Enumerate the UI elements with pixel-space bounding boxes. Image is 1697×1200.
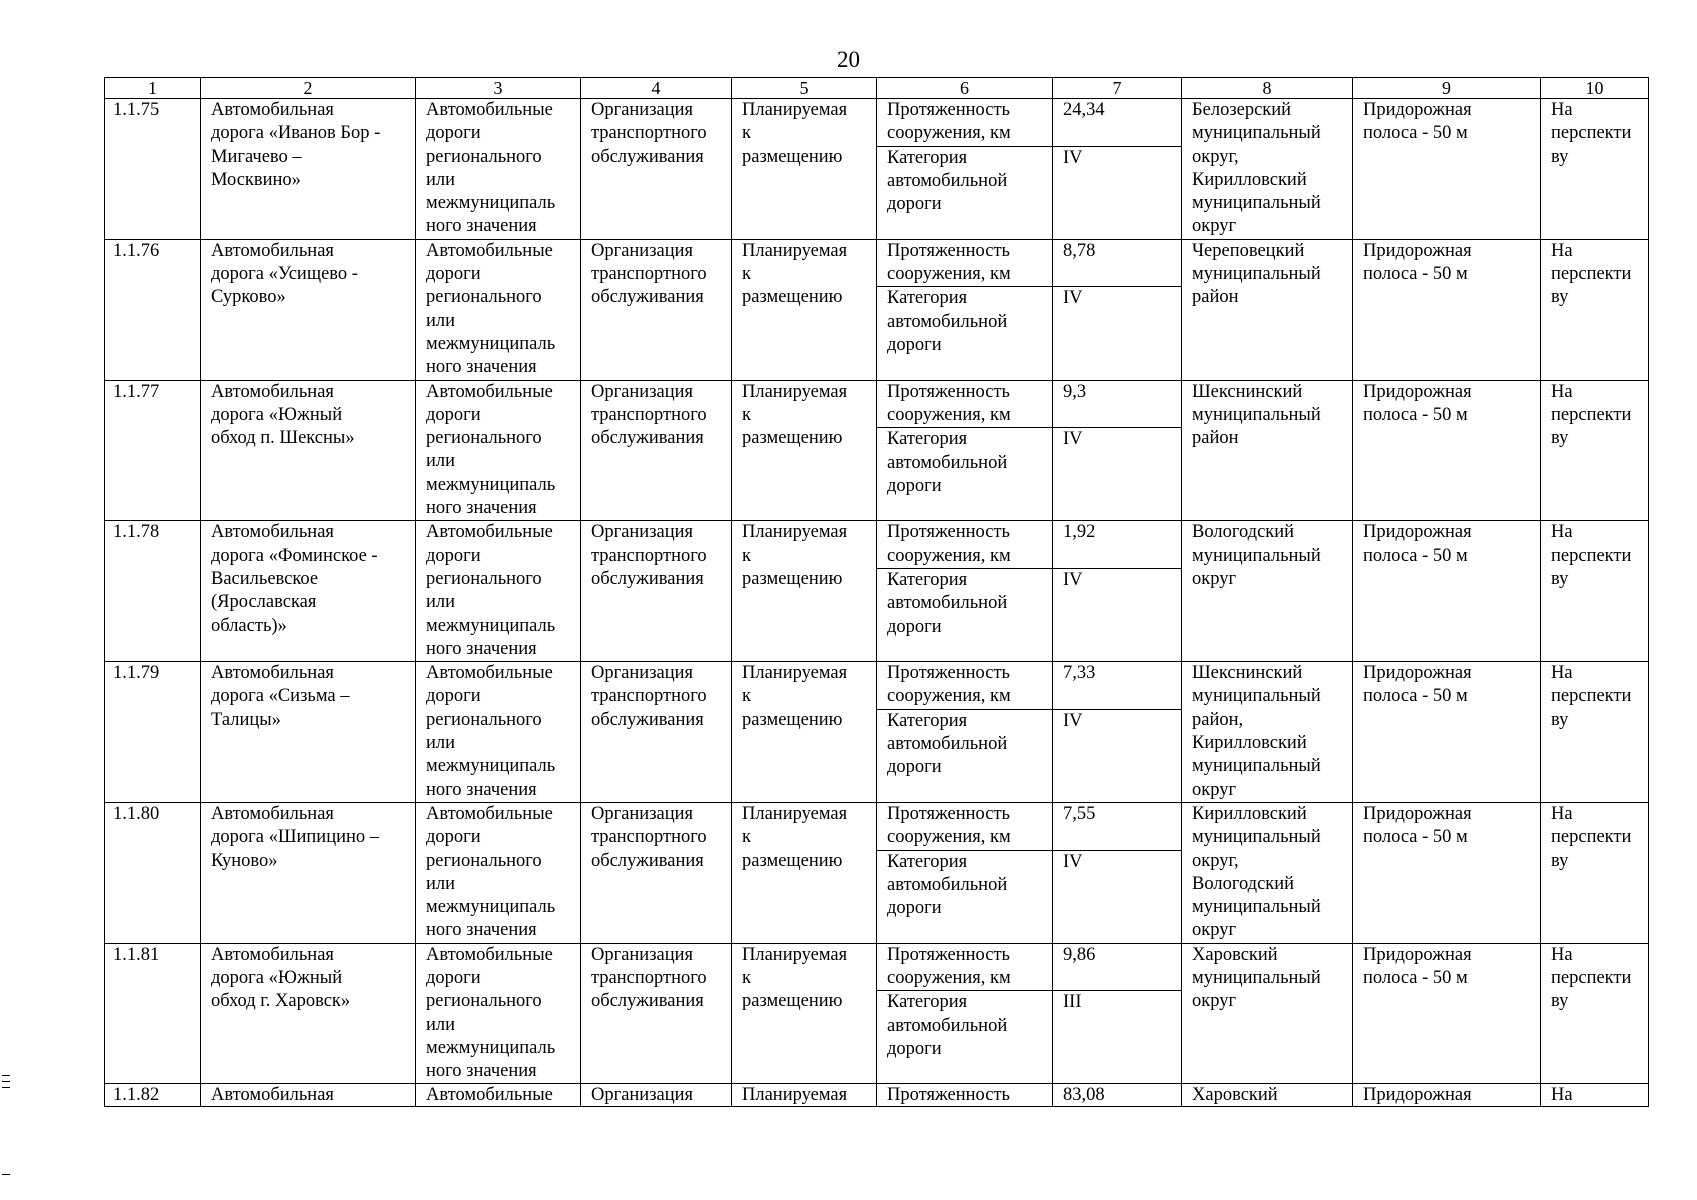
parameter-length-value xyxy=(1053,380,1182,428)
parameter-category-label-text: Категория автомобильной дороги xyxy=(887,710,1008,778)
object-location xyxy=(1182,380,1353,521)
object-name-text: Автомобильная дорога «Фоминское - Васильевское (Ярославская область)» xyxy=(211,522,378,636)
object-status-text: Планируемая к размещению xyxy=(742,100,848,167)
item-number xyxy=(105,380,201,521)
object-term-text: На перспекти ву xyxy=(1551,100,1632,167)
object-status xyxy=(732,662,877,803)
item-number-text: 1.1.82 xyxy=(113,1085,160,1106)
parameter-category-label-text: Категория автомобильной дороги xyxy=(887,570,1008,637)
object-status-text: Планируемая к размещению xyxy=(742,381,848,449)
object-name xyxy=(201,1084,416,1107)
item-number-text: 1.1.81 xyxy=(113,944,160,965)
parameter-category-label xyxy=(877,709,1053,802)
object-type-text: Автомобильные дороги регионального или межмуниципаль ного значения xyxy=(426,100,556,237)
object-status xyxy=(732,239,877,380)
parameter-length-value-text: 7,55 xyxy=(1063,803,1096,824)
object-term xyxy=(1541,802,1649,943)
object-purpose-text: Организация транспортного обслуживания xyxy=(591,381,707,449)
parameter-category-value-text: IV xyxy=(1063,429,1083,450)
margin-mark xyxy=(2,1081,10,1082)
object-status xyxy=(732,99,877,240)
object-purpose xyxy=(581,943,732,1084)
item-number-text: 1.1.80 xyxy=(113,803,160,824)
object-term xyxy=(1541,943,1649,1084)
parameter-category-label xyxy=(877,428,1053,521)
object-type-text: Автомобильные дороги регионального или межмуниципаль ного значения xyxy=(426,522,556,659)
object-zone xyxy=(1353,99,1541,240)
parameter-length-value-text: 8,78 xyxy=(1063,240,1096,261)
object-zone-text: Придорожная полоса - 50 м xyxy=(1363,803,1472,848)
object-type-text: Автомобильные дороги регионального или межмуниципаль ного значения xyxy=(426,803,556,941)
object-term-text: На перспекти ву xyxy=(1551,803,1632,871)
parameter-category-value xyxy=(1053,569,1182,662)
column-number: 5 xyxy=(732,78,877,99)
column-number: 10 xyxy=(1541,78,1649,99)
parameter-length-label xyxy=(877,1084,1053,1107)
object-purpose xyxy=(581,239,732,380)
object-purpose-text: Организация транспортного обслуживания xyxy=(591,803,707,871)
parameter-length-label-text: Протяженность сооружения, км xyxy=(887,944,1011,988)
object-term xyxy=(1541,662,1649,803)
parameter-category-value-text: IV xyxy=(1063,288,1083,309)
parameter-length-value-text: 83,08 xyxy=(1063,1085,1105,1106)
object-status-text: Планируемая к размещению xyxy=(742,240,848,308)
parameter-category-label-text: Категория автомобильной дороги xyxy=(887,851,1008,919)
object-purpose-text: Организация транспортного обслуживания xyxy=(591,240,707,308)
margin-mark xyxy=(2,1174,10,1175)
table-row xyxy=(105,662,1649,710)
object-type-text: Автомобильные xyxy=(426,1085,553,1106)
object-type xyxy=(416,380,581,521)
object-zone xyxy=(1353,662,1541,803)
column-number: 7 xyxy=(1053,78,1182,99)
object-status-text: Планируемая xyxy=(742,1085,848,1106)
parameter-length-value xyxy=(1053,943,1182,991)
parameter-category-label xyxy=(877,146,1053,239)
object-status xyxy=(732,521,877,662)
object-name xyxy=(201,99,416,240)
object-type-text: Автомобильные дороги регионального или межмуниципаль ного значения xyxy=(426,381,556,519)
item-number-text: 1.1.75 xyxy=(113,100,160,120)
parameter-length-value xyxy=(1053,521,1182,569)
table-row xyxy=(105,1084,1649,1107)
parameter-length-label xyxy=(877,99,1053,147)
object-term-text: На перспекти ву xyxy=(1551,240,1632,308)
object-name-text: Автомобильная дорога «Сизьма – Талицы» xyxy=(211,663,350,730)
object-term-text: На перспекти ву xyxy=(1551,663,1632,730)
item-number xyxy=(105,239,201,380)
object-zone-text: Придорожная полоса - 50 м xyxy=(1363,522,1472,566)
object-type-text: Автомобильные дороги регионального или межмуниципаль ного значения xyxy=(426,944,556,1082)
object-name xyxy=(201,239,416,380)
parameter-category-value xyxy=(1053,709,1182,802)
object-status-text: Планируемая к размещению xyxy=(742,944,848,1012)
page-number: 20 xyxy=(837,47,860,72)
parameter-length-value xyxy=(1053,1084,1182,1107)
column-number: 6 xyxy=(877,78,1053,99)
object-location xyxy=(1182,943,1353,1084)
parameter-length-label xyxy=(877,521,1053,569)
object-name-text: Автомобильная xyxy=(211,1085,334,1106)
item-number-text: 1.1.79 xyxy=(113,663,160,684)
parameter-category-value-text: IV xyxy=(1063,851,1083,872)
object-zone-text: Придорожная полоса - 50 м xyxy=(1363,240,1472,285)
item-number-text: 1.1.76 xyxy=(113,240,160,261)
object-name xyxy=(201,662,416,803)
object-location-text: Кирилловский муниципальный округ, Вологодский муниципальный округ xyxy=(1192,803,1321,941)
object-term-text: На xyxy=(1551,1085,1573,1106)
object-zone-text: Придорожная полоса - 50 м xyxy=(1363,663,1472,707)
column-number: 1 xyxy=(105,78,201,99)
object-type xyxy=(416,99,581,240)
item-number-text: 1.1.78 xyxy=(113,522,160,543)
object-name xyxy=(201,380,416,521)
parameter-category-value-text: IV xyxy=(1063,710,1083,731)
column-number: 2 xyxy=(201,78,416,99)
object-term xyxy=(1541,1084,1649,1107)
object-type xyxy=(416,239,581,380)
object-purpose-text: Организация транспортного обслуживания xyxy=(591,944,707,1012)
parameter-length-value-text: 9,3 xyxy=(1063,381,1087,402)
parameter-category-value-text: IV xyxy=(1063,570,1083,590)
object-zone-text: Придорожная полоса - 50 м xyxy=(1363,381,1472,425)
object-location-text: Харовский xyxy=(1192,1085,1278,1106)
parameter-length-label-text: Протяженность сооружения, км xyxy=(887,100,1011,144)
parameter-category-label xyxy=(877,991,1053,1084)
object-status-text: Планируемая к размещению xyxy=(742,803,848,871)
parameter-length-value-text: 24,34 xyxy=(1063,100,1105,120)
object-purpose xyxy=(581,99,732,240)
object-type xyxy=(416,662,581,803)
parameter-length-value-text: 9,86 xyxy=(1063,944,1096,965)
object-location-text: Шекснинский муниципальный район, Кирилловский муниципальный округ xyxy=(1192,663,1321,800)
parameter-length-value xyxy=(1053,802,1182,850)
object-type xyxy=(416,943,581,1084)
column-number: 4 xyxy=(581,78,732,99)
item-number xyxy=(105,99,201,240)
object-purpose xyxy=(581,802,732,943)
parameter-category-value xyxy=(1053,287,1182,380)
object-zone-text: Придорожная полоса - 50 м xyxy=(1363,100,1472,144)
object-type xyxy=(416,1084,581,1107)
parameter-length-label xyxy=(877,802,1053,850)
object-location-text: Шекснинский муниципальный район xyxy=(1192,381,1321,449)
margin-mark xyxy=(2,1087,10,1088)
item-number xyxy=(105,1084,201,1107)
object-location xyxy=(1182,1084,1353,1107)
object-location-text: Вологодский муниципальный округ xyxy=(1192,522,1321,589)
object-status xyxy=(732,380,877,521)
object-purpose-text: Организация транспортного обслуживания xyxy=(591,100,707,167)
object-purpose-text: Организация транспортного обслуживания xyxy=(591,522,707,589)
object-name-text: Автомобильная дорога «Южный обход п. Шексны» xyxy=(211,381,355,449)
object-type-text: Автомобильные дороги регионального или межмуниципаль ного значения xyxy=(426,240,556,378)
object-term-text: На перспекти ву xyxy=(1551,522,1632,589)
table-row xyxy=(105,99,1649,147)
column-number: 9 xyxy=(1353,78,1541,99)
object-name xyxy=(201,521,416,662)
parameter-category-label-text: Категория автомобильной дороги xyxy=(887,147,1008,215)
object-status-text: Планируемая к размещению xyxy=(742,522,848,589)
object-status xyxy=(732,943,877,1084)
item-number xyxy=(105,943,201,1084)
parameter-category-label xyxy=(877,850,1053,943)
object-zone-text: Придорожная xyxy=(1363,1085,1472,1106)
object-purpose-text: Организация xyxy=(591,1085,694,1106)
object-location xyxy=(1182,239,1353,380)
parameter-length-label-text: Протяженность сооружения, км xyxy=(887,663,1011,707)
parameter-length-label-text: Протяженность сооружения, км xyxy=(887,803,1011,848)
parameter-category-value xyxy=(1053,991,1182,1084)
parameter-category-value-text: IV xyxy=(1063,147,1083,168)
table-row xyxy=(105,380,1649,428)
parameter-length-value xyxy=(1053,662,1182,710)
table-row xyxy=(105,521,1649,569)
object-term xyxy=(1541,521,1649,662)
parameter-category-label-text: Категория автомобильной дороги xyxy=(887,992,1008,1059)
item-number-text: 1.1.77 xyxy=(113,381,160,402)
object-status xyxy=(732,1084,877,1107)
object-location-text: Белозерский муниципальный округ, Кирилловский муниципальный округ xyxy=(1192,100,1321,237)
object-purpose xyxy=(581,380,732,521)
object-zone xyxy=(1353,521,1541,662)
object-location xyxy=(1182,99,1353,240)
object-term-text: На перспекти ву xyxy=(1551,381,1632,449)
object-zone xyxy=(1353,943,1541,1084)
object-type xyxy=(416,521,581,662)
object-name-text: Автомобильная дорога «Южный обход г. Харовск» xyxy=(211,944,351,1012)
parameter-category-value xyxy=(1053,146,1182,239)
object-purpose xyxy=(581,521,732,662)
object-name-text: Автомобильная дорога «Иванов Бор - Мигачево – Москвино» xyxy=(211,100,381,190)
object-name xyxy=(201,802,416,943)
object-zone-text: Придорожная полоса - 50 м xyxy=(1363,944,1472,988)
parameter-length-label xyxy=(877,662,1053,710)
parameter-category-value xyxy=(1053,428,1182,521)
parameter-length-label xyxy=(877,380,1053,428)
parameter-category-label xyxy=(877,569,1053,662)
object-term-text: На перспекти ву xyxy=(1551,944,1632,1012)
object-purpose xyxy=(581,662,732,803)
table-row xyxy=(105,943,1649,991)
object-purpose-text: Организация транспортного обслуживания xyxy=(591,663,707,730)
object-name-text: Автомобильная дорога «Шипицино – Куново» xyxy=(211,803,380,871)
parameter-length-label xyxy=(877,239,1053,287)
object-name xyxy=(201,943,416,1084)
object-term xyxy=(1541,380,1649,521)
object-purpose xyxy=(581,1084,732,1107)
object-location-text: Череповецкий муниципальный район xyxy=(1192,240,1321,308)
parameter-length-value xyxy=(1053,239,1182,287)
object-type-text: Автомобильные дороги регионального или межмуниципаль ного значения xyxy=(426,663,556,800)
object-zone xyxy=(1353,380,1541,521)
parameter-length-label-text: Протяженность сооружения, км xyxy=(887,240,1011,285)
object-zone xyxy=(1353,239,1541,380)
column-number: 3 xyxy=(416,78,581,99)
object-type xyxy=(416,802,581,943)
parameter-category-label xyxy=(877,287,1053,380)
margin-mark xyxy=(2,1075,10,1076)
item-number xyxy=(105,521,201,662)
object-location xyxy=(1182,521,1353,662)
item-number xyxy=(105,662,201,803)
object-zone xyxy=(1353,802,1541,943)
object-term xyxy=(1541,99,1649,240)
parameter-length-value-text: 7,33 xyxy=(1063,663,1096,684)
item-number xyxy=(105,802,201,943)
object-name-text: Автомобильная дорога «Усищево - Сурково» xyxy=(211,240,358,308)
parameter-length-value-text: 1,92 xyxy=(1063,522,1096,543)
object-zone xyxy=(1353,1084,1541,1107)
parameter-length-label xyxy=(877,943,1053,991)
parameter-length-value xyxy=(1053,99,1182,147)
parameter-length-label-text: Протяженность xyxy=(887,1085,1010,1106)
parameter-category-value xyxy=(1053,850,1182,943)
column-number-row xyxy=(105,78,1649,99)
object-status-text: Планируемая к размещению xyxy=(742,663,848,730)
object-location xyxy=(1182,662,1353,803)
column-number: 8 xyxy=(1182,78,1353,99)
table-row xyxy=(105,802,1649,850)
road-register-table xyxy=(104,77,1649,1107)
parameter-length-label-text: Протяженность сооружения, км xyxy=(887,522,1011,566)
object-status xyxy=(732,802,877,943)
table-body xyxy=(105,78,1649,1107)
object-location-text: Харовский муниципальный округ xyxy=(1192,944,1321,1012)
object-location xyxy=(1182,802,1353,943)
table-row xyxy=(105,239,1649,287)
parameter-category-label-text: Категория автомобильной дороги xyxy=(887,429,1008,496)
parameter-length-label-text: Протяженность сооружения, км xyxy=(887,381,1011,425)
parameter-category-value-text: III xyxy=(1063,992,1082,1013)
parameter-category-label-text: Категория автомобильной дороги xyxy=(887,288,1008,356)
object-term xyxy=(1541,239,1649,380)
